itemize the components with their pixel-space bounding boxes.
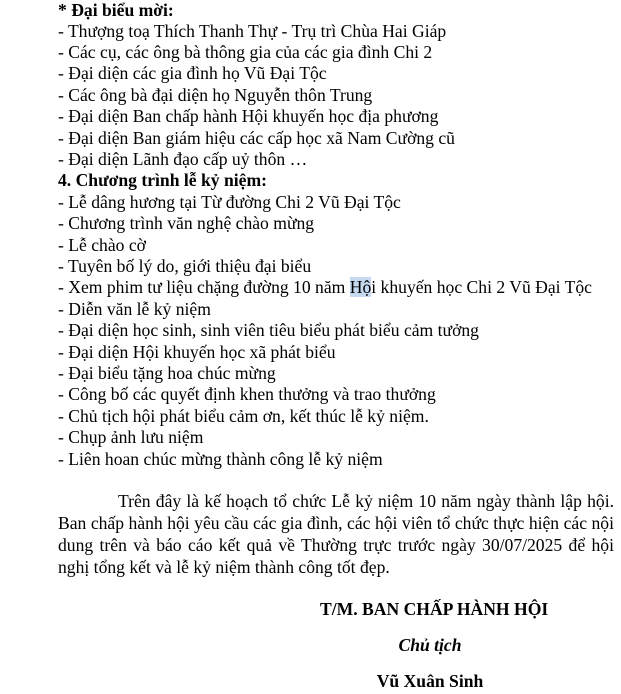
guest-item: - Các ông bà đại diện họ Nguyễn thôn Trung: [58, 85, 373, 105]
guest-item: - Đại diện Lãnh đạo cấp uỷ thôn …: [58, 149, 308, 169]
guest-item: - Đại diện Ban giám hiệu các cấp học xã Nam Cường cũ: [58, 128, 455, 148]
text-selection[interactable]: Hộ: [349, 277, 372, 297]
program-item: - Đại biểu tặng hoa chúc mừng: [58, 363, 276, 383]
program-item: - Đại diện học sinh, sinh viên tiêu biểu phát biểu cảm tưởng: [58, 320, 479, 340]
program-item: - Chương trình văn nghệ chào mừng: [58, 213, 315, 233]
closing-paragraph: Trên đây là kế hoạch tổ chức Lễ kỷ niệm 10 năm ngày thành lập hội. Ban chấp hành hội yêu cầu các gia đình, các hội viên tổ chức thực hiện các nội dung trên và báo cáo kết quả về Thường trực trước ngày 30/07/2025 để hội nghị tổng kết và lễ kỷ niệm thành công tốt đẹp.: [58, 491, 614, 577]
signature-title: Chủ tịch: [398, 635, 462, 655]
guest-item: - Các cụ, các ông bà thông gia của các gia đình Chi 2: [58, 42, 433, 62]
program-item: - Lễ chào cờ: [58, 235, 146, 255]
program-item: - Liên hoan chúc mừng thành công lễ kỷ niệm: [58, 449, 383, 469]
guest-item: - Thượng toạ Thích Thanh Thự - Trụ trì Chùa Hai Giáp: [58, 21, 447, 41]
program-item-film[interactable]: [58, 277, 592, 298]
signature-organization: T/M. BAN CHẤP HÀNH HỘI: [320, 599, 549, 619]
program-item: - Lễ dâng hương tại Từ đường Chi 2 Vũ Đại Tộc: [58, 192, 401, 212]
program-item: - Diễn văn lễ kỷ niệm: [58, 299, 211, 319]
program-item: - Công bố các quyết định khen thưởng và trao thưởng: [58, 384, 436, 404]
signature-name: Vũ Xuân Sinh: [376, 671, 484, 691]
program-item: - Tuyên bố lý do, giới thiệu đại biểu: [58, 256, 312, 276]
guests-heading: * Đại biểu mời:: [58, 0, 174, 20]
program-item: - Chụp ảnh lưu niệm: [58, 427, 204, 447]
guest-item: - Đại diện các gia đình họ Vũ Đại Tộc: [58, 63, 327, 83]
program-item: - Chủ tịch hội phát biểu cảm ơn, kết thúc lễ kỷ niệm.: [58, 406, 429, 426]
film-text-after: i khuyến học Chi 2 Vũ Đại Tộc: [371, 277, 592, 297]
film-text-before: - Xem phim tư liệu chặng đường 10 năm: [58, 277, 350, 297]
program-heading: 4. Chương trình lễ kỷ niệm:: [58, 170, 267, 190]
guest-item: - Đại diện Ban chấp hành Hội khuyến học địa phương: [58, 106, 439, 126]
program-item: - Đại diện Hội khuyến học xã phát biểu: [58, 342, 336, 362]
